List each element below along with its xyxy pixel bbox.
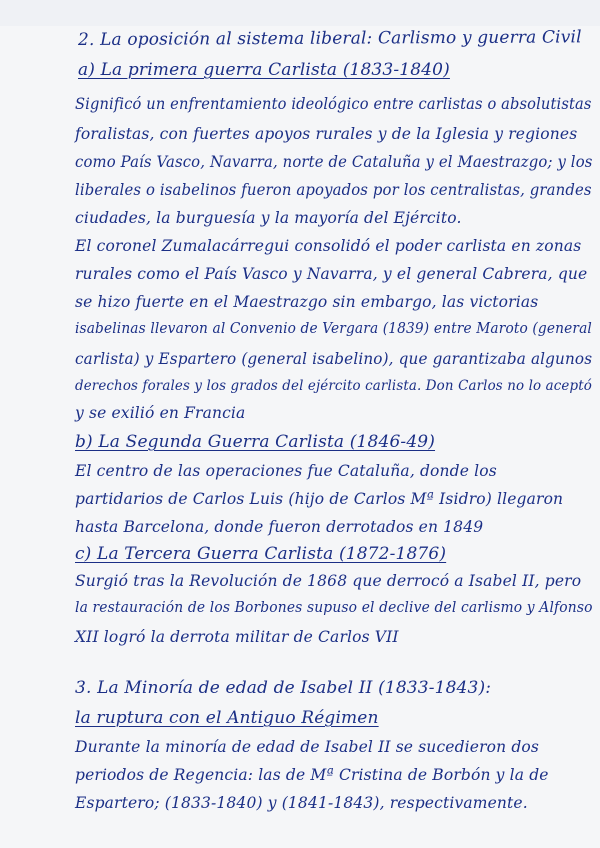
paragraph-line: Durante la minoría de edad de Isabel II se sucedieron dos bbox=[75, 738, 540, 756]
paragraph-line: Surgió tras la Revolución de 1868 que derrocó a Isabel II, pero bbox=[75, 572, 582, 590]
paragraph-line: isabelinas llevaron al Convenio de Vergara (1839) entre Maroto (general bbox=[75, 321, 592, 337]
section-2a-title: a) La primera guerra Carlista (1833-1840) bbox=[78, 60, 450, 80]
paragraph-line: rurales como el País Vasco y Navarra, y el general Cabrera, que bbox=[75, 265, 588, 283]
paragraph-line: foralistas, con fuertes apoyos rurales y de la Iglesia y regiones bbox=[75, 125, 578, 143]
paragraph-line: carlista) y Espartero (general isabelino), que garantizaba algunos bbox=[75, 350, 593, 368]
paragraph-line: Significó un enfrentamiento ideológico entre carlistas o absolutistas bbox=[75, 95, 592, 113]
section-3-subheading: la ruptura con el Antiguo Régimen bbox=[75, 708, 379, 728]
paragraph-line: El centro de las operaciones fue Cataluña, donde los bbox=[75, 462, 497, 480]
paragraph-line: y se exilió en Francia bbox=[75, 404, 246, 422]
paragraph-line: ciudades, la burguesía y la mayoría del Ejército. bbox=[75, 209, 462, 227]
paragraph-line: se hizo fuerte en el Maestrazgo sin embargo, las victorias bbox=[75, 293, 539, 311]
paragraph-line: derechos forales y los grados del ejército carlista. Don Carlos no lo aceptó bbox=[75, 378, 592, 394]
paragraph-line: hasta Barcelona, donde fueron derrotados en 1849 bbox=[75, 518, 484, 536]
paragraph-line: XII logró la derrota militar de Carlos VII bbox=[75, 628, 399, 646]
section-2b-title: b) La Segunda Guerra Carlista (1846-49) bbox=[75, 432, 436, 452]
paragraph-line: partidarios de Carlos Luis (hijo de Carlos Mª Isidro) llegaron bbox=[75, 490, 564, 508]
section-2c-title: c) La Tercera Guerra Carlista (1872-1876) bbox=[75, 544, 447, 564]
paragraph-line: liberales o isabelinos fueron apoyados por los centralistas, grandes bbox=[75, 181, 592, 199]
paragraph-line: periodos de Regencia: las de Mª Cristina de Borbón y la de bbox=[75, 766, 549, 784]
paragraph-line: la restauración de los Borbones supuso el declive del carlismo y Alfonso bbox=[75, 600, 593, 616]
paragraph-line: Espartero; (1833-1840) y (1841-1843), respectivamente. bbox=[75, 794, 528, 812]
paragraph-line: El coronel Zumalacárregui consolidó el poder carlista en zonas bbox=[75, 237, 582, 255]
paragraph-line: como País Vasco, Navarra, norte de Cataluña y el Maestrazgo; y los bbox=[75, 153, 593, 171]
section-2-heading: 2. La oposición al sistema liberal: Carlismo y guerra Civil bbox=[77, 27, 582, 50]
page-top-shadow bbox=[0, 0, 600, 26]
section-3-heading: 3. La Minoría de edad de Isabel II (1833-1843): bbox=[75, 678, 492, 698]
